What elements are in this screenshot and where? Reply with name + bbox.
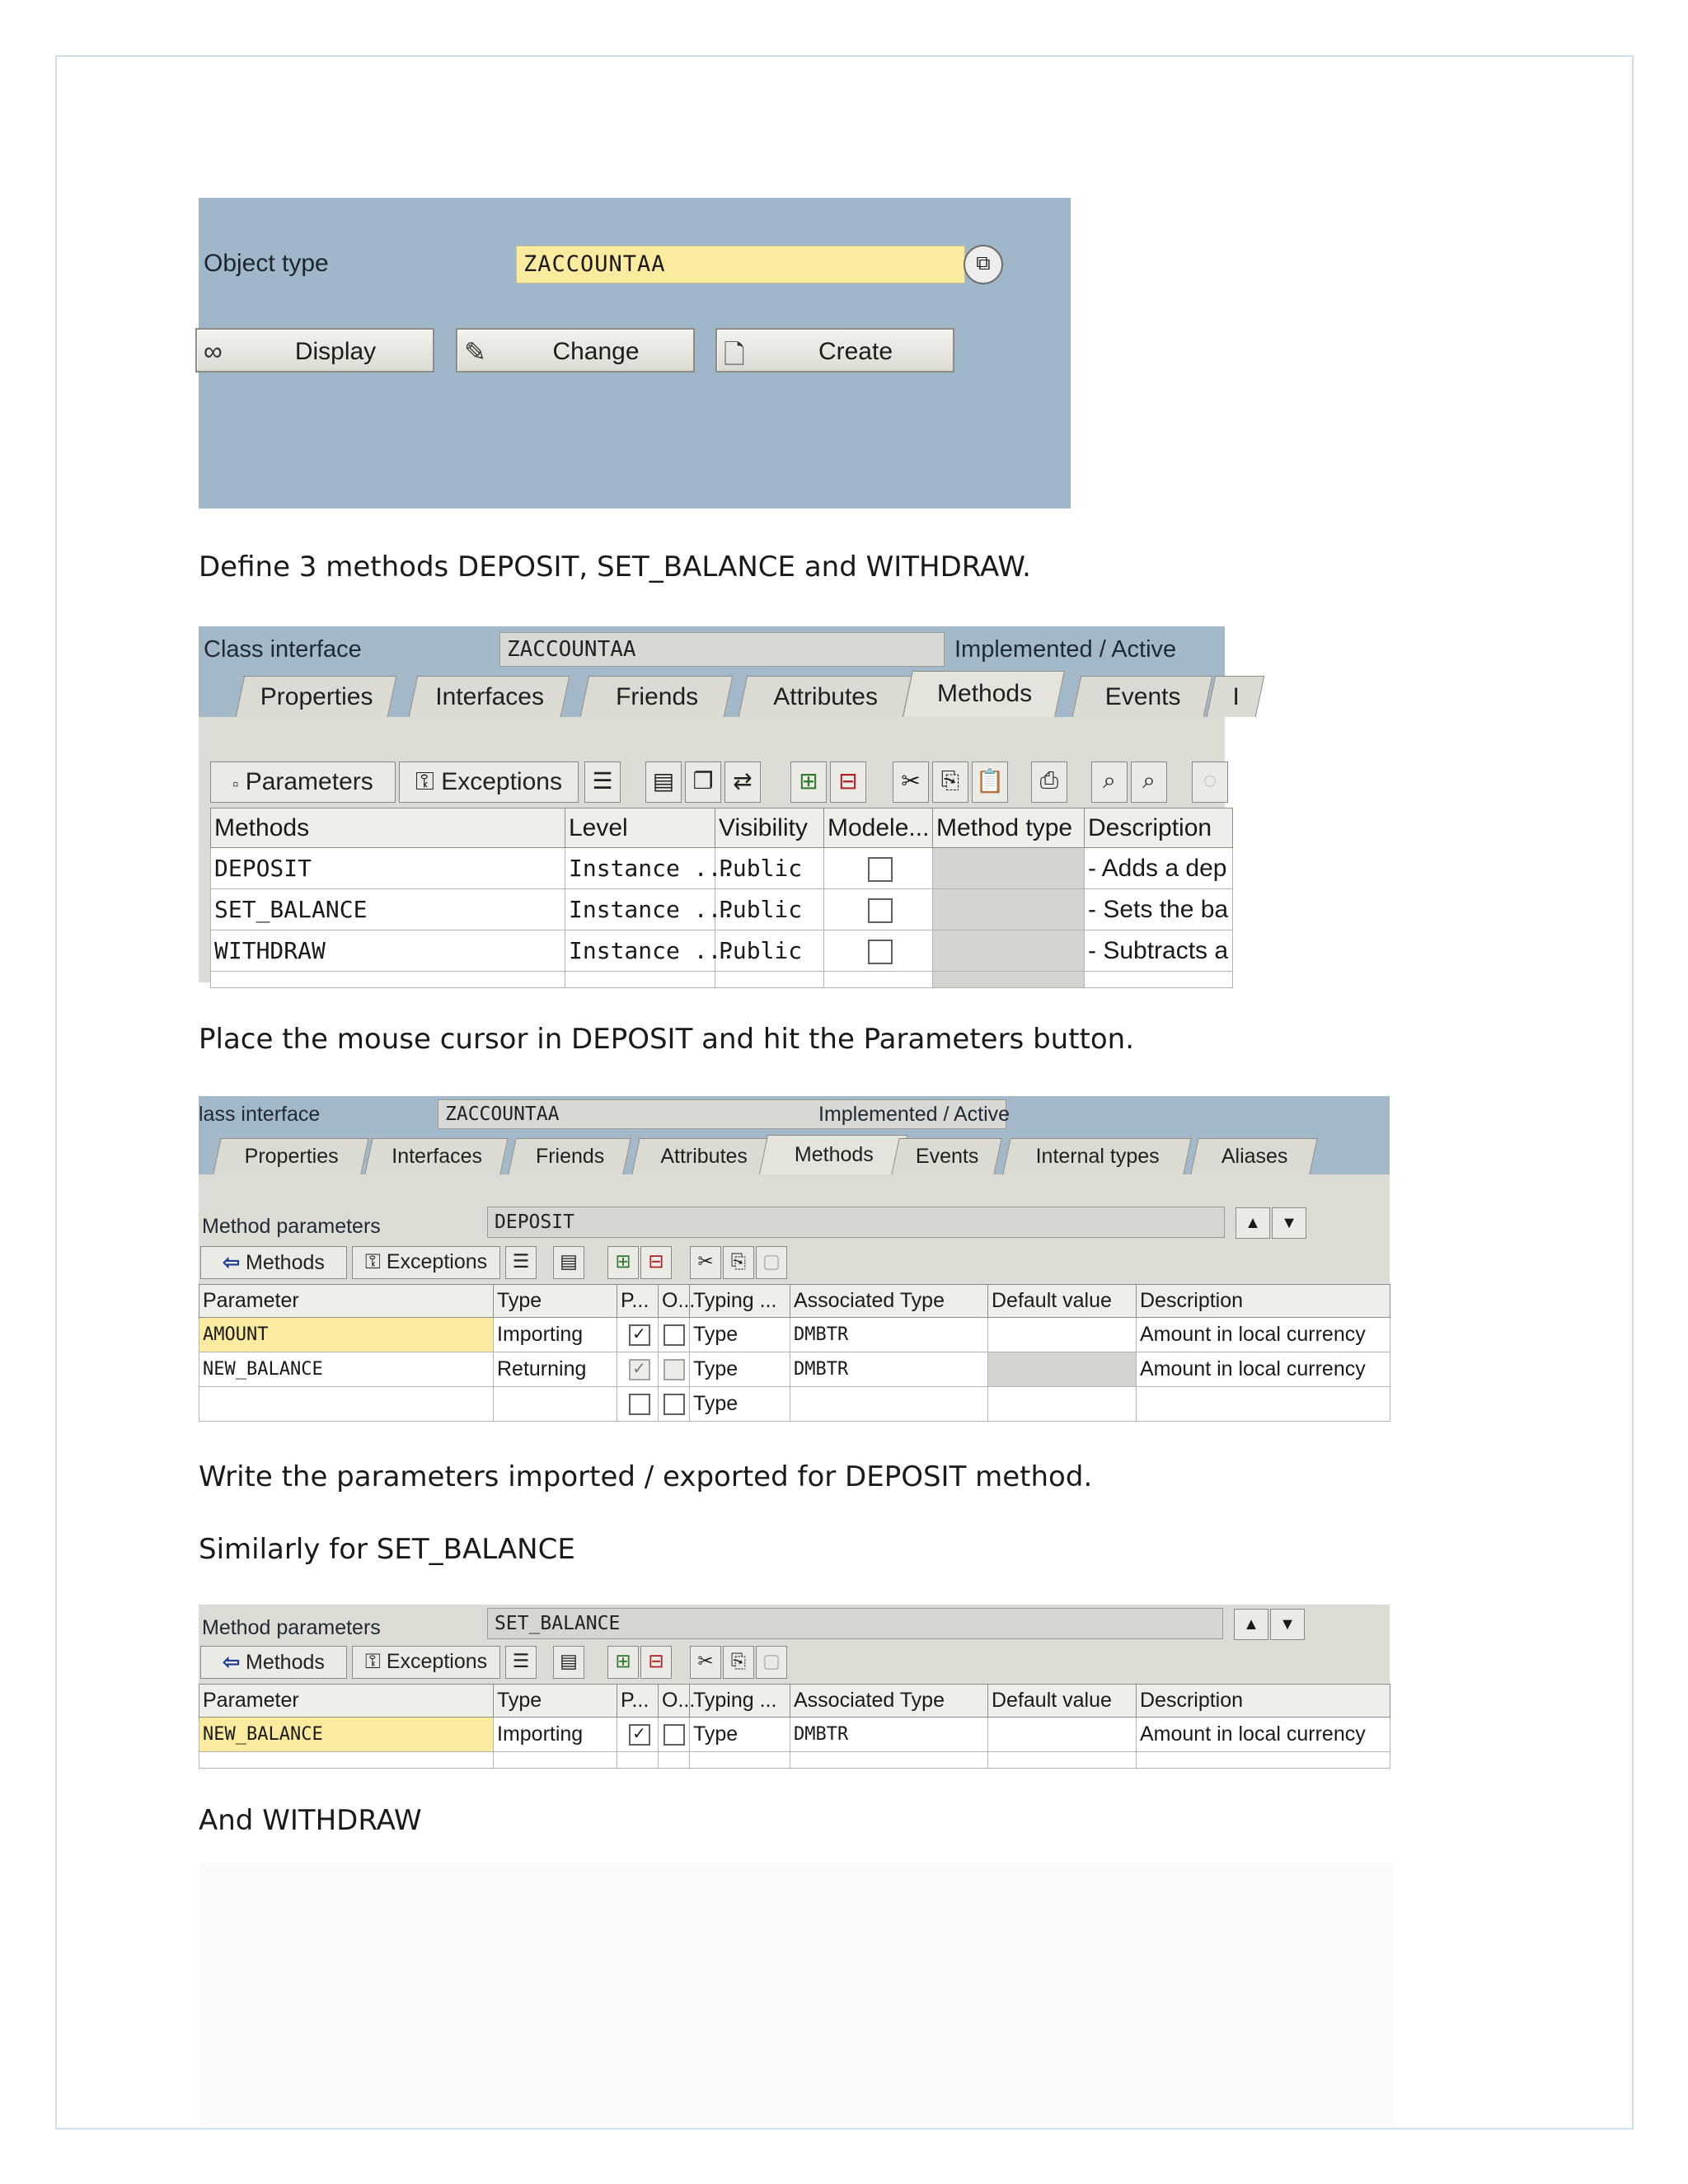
tab-aliases[interactable]: Aliases (1190, 1138, 1317, 1174)
tab-methods[interactable]: Methods (903, 671, 1065, 717)
detail-view-icon[interactable]: ☰ (505, 1646, 537, 1679)
cut-icon[interactable]: ✂ (690, 1246, 721, 1279)
tab-strip (199, 1136, 1390, 1174)
default-value[interactable] (988, 1718, 1137, 1752)
tab-attributes[interactable]: Attributes (738, 676, 912, 717)
tab-attributes[interactable]: Attributes (631, 1138, 775, 1174)
tab-internal-types[interactable]: Internal types (1002, 1138, 1191, 1174)
pencil-icon: ✎ (464, 337, 486, 367)
col-type[interactable]: Type (494, 1285, 617, 1318)
instruction-and-withdraw: And WITHDRAW (199, 1804, 422, 1837)
methods-table (210, 808, 1233, 988)
col-optional[interactable]: O... (659, 1285, 690, 1318)
object-type-label: Object type (204, 250, 329, 277)
exceptions-icon: ⚿ (364, 1650, 381, 1673)
redefine-icon[interactable]: ⇄ (724, 762, 761, 803)
method-parameters-value[interactable]: SET_BALANCE (487, 1608, 1223, 1639)
find-icon[interactable]: ⌕ (1091, 762, 1128, 803)
method-type-cell (933, 848, 1085, 889)
back-arrow-icon: ⇦ (223, 1251, 241, 1274)
paste-icon[interactable]: ▢ (756, 1646, 787, 1679)
tab-interfaces[interactable]: Interfaces (364, 1138, 508, 1174)
method-type-cell (933, 930, 1085, 972)
tab-friends[interactable]: Friends (508, 1138, 631, 1174)
default-value[interactable] (988, 1352, 1137, 1387)
table-row[interactable] (211, 848, 1233, 889)
col-pass-value[interactable]: P... (617, 1285, 659, 1318)
method-level[interactable]: Instance ... (565, 930, 715, 972)
detail-view-icon[interactable]: ☰ (584, 762, 621, 803)
class-interface-value[interactable]: ZACCOUNTAA (438, 1099, 1006, 1129)
parameter-description[interactable]: Amount in local currency (1137, 1352, 1390, 1387)
parameters-table (199, 1684, 1390, 1769)
tab-interfaces[interactable]: Interfaces (409, 676, 570, 717)
method-name[interactable]: SET_BALANCE (211, 889, 565, 930)
parameter-name[interactable]: NEW_BALANCE (199, 1718, 494, 1752)
method-description[interactable]: - Sets the ba (1085, 889, 1233, 930)
associated-type[interactable]: DMBTR (790, 1718, 988, 1752)
typing-method[interactable]: Type (690, 1352, 790, 1387)
col-level[interactable]: Level (565, 808, 715, 848)
methods-back-button[interactable]: ⇦ Methods (200, 1246, 347, 1279)
table-row[interactable] (211, 889, 1233, 930)
parameters-button[interactable]: ▫ Parameters (210, 762, 396, 803)
table-row-empty[interactable] (199, 1752, 1390, 1769)
parameter-description[interactable] (1137, 1387, 1390, 1422)
class-interface-value[interactable]: ZACCOUNTAA (499, 632, 945, 667)
parameter-name[interactable]: NEW_BALANCE (199, 1352, 494, 1387)
method-name[interactable]: DEPOSIT (211, 848, 565, 889)
col-modeled[interactable]: Modele... (824, 808, 933, 848)
clipboard-copy-icon[interactable]: ⎘ (932, 762, 968, 803)
up-arrow-icon[interactable]: ▲ (1234, 1609, 1268, 1640)
down-arrow-icon[interactable]: ▼ (1272, 1207, 1306, 1239)
table-row[interactable] (199, 1352, 1390, 1387)
status-text: Implemented / Active (818, 1103, 1010, 1126)
col-method-type[interactable]: Method type (933, 808, 1085, 848)
pass-value-checkbox[interactable]: ✓ (629, 1724, 650, 1746)
exceptions-icon: ⚿ (364, 1250, 381, 1273)
default-value[interactable] (988, 1387, 1137, 1422)
col-type[interactable]: Type (494, 1685, 617, 1718)
pass-value-checkbox[interactable]: ✓ (629, 1359, 650, 1380)
instruction-define-methods: Define 3 methods DEPOSIT, SET_BALANCE and WITHDRAW. (199, 551, 1031, 583)
col-typing[interactable]: Typing ... (690, 1685, 790, 1718)
tab-more[interactable]: I (1207, 676, 1265, 717)
col-default-value[interactable]: Default value (988, 1685, 1137, 1718)
class-interface-label: lass interface (199, 1103, 321, 1126)
status-text: Implemented / Active (954, 636, 1177, 663)
method-level[interactable]: Instance ... (565, 889, 715, 930)
associated-type[interactable] (790, 1387, 988, 1422)
methods-back-button[interactable]: ⇦ Methods (200, 1646, 347, 1679)
source-code-icon[interactable]: ▤ (645, 762, 682, 803)
method-visibility[interactable]: Public (715, 889, 824, 930)
parameter-type[interactable]: Importing (494, 1318, 617, 1352)
tab-properties[interactable]: Properties (236, 676, 397, 717)
source-code-icon[interactable]: ▤ (553, 1246, 584, 1279)
col-associated-type[interactable]: Associated Type (790, 1285, 988, 1318)
parameter-name[interactable]: AMOUNT (199, 1318, 494, 1352)
tab-methods[interactable]: Methods (759, 1135, 907, 1174)
col-methods[interactable]: Methods (211, 808, 565, 848)
tab-friends[interactable]: Friends (580, 676, 734, 717)
pass-value-checkbox[interactable]: ✓ (629, 1324, 650, 1346)
parameter-name[interactable] (199, 1387, 494, 1422)
more-toolbar-icon[interactable]: ◌ (1192, 762, 1228, 803)
parameter-description[interactable]: Amount in local currency (1137, 1718, 1390, 1752)
tab-strip (199, 674, 1240, 717)
method-parameters-deposit-screen (199, 1096, 1390, 1418)
method-parameters-value[interactable]: DEPOSIT (487, 1207, 1225, 1238)
table-row[interactable] (199, 1387, 1390, 1422)
class-builder-methods-screen (199, 626, 1240, 982)
parameter-type[interactable] (494, 1387, 617, 1422)
insert-row-icon[interactable]: ⊞ (607, 1646, 639, 1679)
header-bar (199, 626, 1240, 717)
col-description[interactable]: Description (1137, 1285, 1390, 1318)
insert-row-icon[interactable]: ⊞ (790, 762, 827, 803)
back-arrow-icon: ⇦ (223, 1651, 241, 1674)
modeled-checkbox[interactable] (868, 940, 893, 964)
square-icon: ▫ (232, 776, 239, 794)
method-description[interactable]: - Adds a dep (1085, 848, 1233, 889)
pass-value-checkbox[interactable] (629, 1394, 650, 1415)
cut-icon[interactable]: ✂ (893, 762, 929, 803)
change-button[interactable]: ✎ Change (456, 328, 695, 373)
f4-help-icon[interactable]: ⧉ (964, 245, 1003, 284)
delete-row-icon[interactable]: ⊟ (640, 1646, 672, 1679)
typing-method[interactable]: Type (690, 1387, 790, 1422)
display-button[interactable]: ∞ Display (195, 328, 434, 373)
method-level[interactable]: Instance ... (565, 848, 715, 889)
associated-type[interactable]: DMBTR (790, 1318, 988, 1352)
col-pass-value[interactable]: P... (617, 1685, 659, 1718)
parameter-type[interactable]: Returning (494, 1352, 617, 1387)
col-default-value[interactable]: Default value (988, 1285, 1137, 1318)
default-value[interactable] (988, 1318, 1137, 1352)
glasses-icon: ∞ (204, 336, 223, 366)
parameters-table (199, 1284, 1390, 1422)
clipboard-copy-icon[interactable]: ⎘ (723, 1246, 754, 1279)
associated-type[interactable]: DMBTR (790, 1352, 988, 1387)
col-description[interactable]: Description (1137, 1685, 1390, 1718)
table-row[interactable] (211, 930, 1233, 972)
delete-row-icon[interactable]: ⊟ (830, 762, 866, 803)
copy-icon[interactable]: ❐ (685, 762, 721, 803)
class-builder-initial-screen (199, 198, 1071, 509)
table-row[interactable] (199, 1318, 1390, 1352)
method-parameters-label: Method parameters (202, 1215, 381, 1238)
col-visibility[interactable]: Visibility (715, 808, 824, 848)
optional-checkbox[interactable] (663, 1394, 685, 1415)
instruction-write-parameters: Write the parameters imported / exported for DEPOSIT method. (199, 1460, 1093, 1493)
paste-icon[interactable]: ▢ (756, 1246, 787, 1279)
document-icon: 🗋 (724, 340, 745, 369)
object-type-input[interactable]: ZACCOUNTAA (516, 246, 965, 284)
col-parameter[interactable]: Parameter (199, 1285, 494, 1318)
clipboard-copy-icon[interactable]: ⎘ (723, 1646, 754, 1679)
print-icon[interactable]: ⎙ (1031, 762, 1067, 803)
col-optional[interactable]: O... (659, 1685, 690, 1718)
tab-events[interactable]: Events (891, 1138, 1001, 1174)
paste-icon[interactable]: 📋 (972, 762, 1008, 803)
parameter-description[interactable]: Amount in local currency (1137, 1318, 1390, 1352)
class-interface-label: Class interface (204, 636, 362, 663)
create-button[interactable]: 🗋 Create (715, 328, 954, 373)
method-name[interactable]: WITHDRAW (211, 930, 565, 972)
exceptions-button[interactable]: ⚿ Exceptions (352, 1646, 500, 1679)
source-code-icon[interactable]: ▤ (553, 1646, 584, 1679)
method-description[interactable]: - Subtracts a (1085, 930, 1233, 972)
header-bar (199, 1096, 1390, 1174)
detail-view-icon[interactable]: ☰ (505, 1246, 537, 1279)
col-description[interactable]: Description (1085, 808, 1233, 848)
col-typing[interactable]: Typing ... (690, 1285, 790, 1318)
exceptions-icon: ⚿ (415, 768, 434, 795)
delete-row-icon[interactable]: ⊟ (640, 1246, 672, 1279)
insert-row-icon[interactable]: ⊞ (607, 1246, 639, 1279)
down-arrow-icon[interactable]: ▼ (1270, 1609, 1305, 1640)
find-next-icon[interactable]: ⌕ (1131, 762, 1167, 803)
page-background-fade (199, 1863, 1394, 2126)
table-row[interactable] (199, 1718, 1390, 1752)
exceptions-button[interactable]: ⚿ Exceptions (352, 1246, 500, 1279)
typing-method[interactable]: Type (690, 1718, 790, 1752)
instruction-similarly: Similarly for SET_BALANCE (199, 1533, 575, 1566)
col-associated-type[interactable]: Associated Type (790, 1685, 988, 1718)
instruction-place-cursor: Place the mouse cursor in DEPOSIT and hit the Parameters button. (199, 1023, 1135, 1056)
table-row-empty[interactable] (211, 972, 1233, 988)
exceptions-button[interactable]: ⚿ Exceptions (399, 762, 579, 803)
tab-properties[interactable]: Properties (213, 1138, 368, 1174)
method-type-cell (933, 889, 1085, 930)
modeled-checkbox[interactable] (868, 898, 893, 923)
method-parameters-set-balance-screen (199, 1605, 1390, 1765)
tab-events[interactable]: Events (1072, 676, 1213, 717)
parameter-type[interactable]: Importing (494, 1718, 617, 1752)
method-parameters-label: Method parameters (202, 1616, 381, 1639)
optional-checkbox[interactable] (663, 1724, 685, 1746)
optional-checkbox[interactable] (663, 1359, 685, 1380)
cut-icon[interactable]: ✂ (690, 1646, 721, 1679)
optional-checkbox[interactable] (663, 1324, 685, 1346)
typing-method[interactable]: Type (690, 1318, 790, 1352)
col-parameter[interactable]: Parameter (199, 1685, 494, 1718)
modeled-checkbox[interactable] (868, 857, 893, 882)
up-arrow-icon[interactable]: ▲ (1236, 1207, 1270, 1239)
method-visibility[interactable]: Public (715, 848, 824, 889)
method-visibility[interactable]: Public (715, 930, 824, 972)
